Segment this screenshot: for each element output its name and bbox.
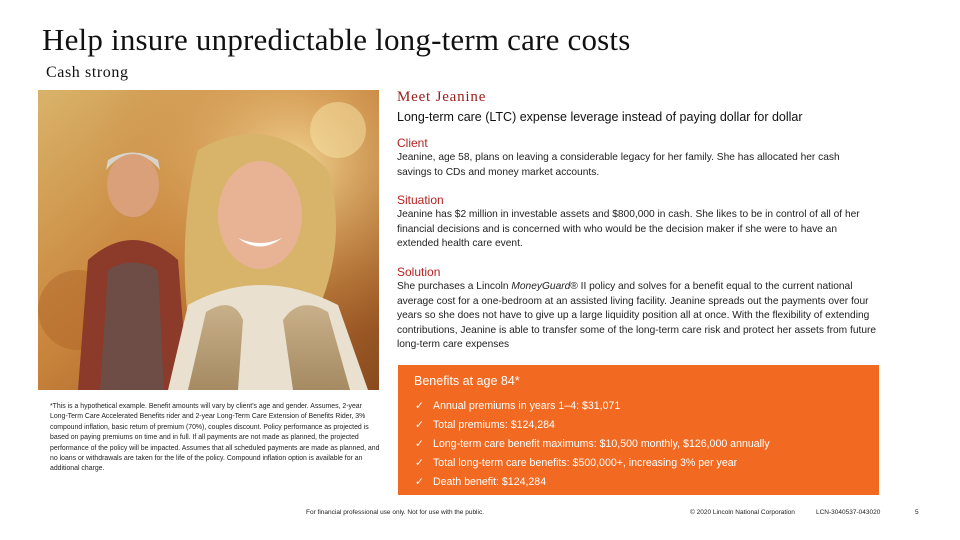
check-icon: ✓: [415, 476, 424, 488]
solution-body: [397, 280, 877, 353]
check-icon: ✓: [415, 419, 424, 431]
situation-body: Jeanine has $2 million in investable assets and $800,000 in cash. She likes to be in control of all of her financial decisions and is concerned with who would be the decision maker if she were to have an extended health care event.: [397, 209, 860, 250]
benefit-item: [415, 416, 770, 435]
product-name: MoneyGuard: [511, 281, 571, 292]
benefits-title: Benefits at age 84*: [414, 374, 520, 388]
benefit-text: Death benefit: $124,284: [433, 476, 547, 488]
check-icon: ✓: [415, 457, 424, 469]
page-subtitle: Cash strong: [46, 64, 129, 81]
benefits-list: [415, 397, 770, 492]
benefit-item: [415, 435, 770, 454]
benefits-panel: [398, 365, 879, 495]
check-icon: ✓: [415, 400, 424, 412]
profile-heading: Meet Jeanine: [397, 89, 487, 105]
footer-disclaimer: For financial professional use only. Not for use with the public.: [306, 509, 484, 516]
page-title: Help insure unpredictable long-term care costs: [42, 22, 631, 57]
check-icon: ✓: [415, 438, 424, 450]
solution-text-end: ® II policy and solves for a benefit equal to the current national average cost for a one-bedroom at an assisted living facility. Jeanine spreads out the payments over four years so she does not have to give up a large liquidity position all at once. With the flexibility of extending contributions, Jeanine is able to transfer some of the long-term care risk and protect her assets from future long-term care expenses: [397, 281, 877, 351]
solution-text-start: She purchases a Lincoln: [397, 281, 512, 292]
page-number: 5: [915, 509, 919, 516]
footnote: *This is a hypothetical example. Benefit amounts will vary by client's age and gender. Assumes, 2-year Long-Term Care Accelerated Benefits rider and 2-year Long-Term Care Extension of Benefits Rider, 3% compound inflation, basic return of premium (70%), couples discount. Policy performance as projected is based on paying premiums on time and in full. If all payments are not made as planned, the projected performance of the policy will be impacted. Assumes that all scheduled payments are made as planned, and no loans or withdrawals are taken for the life of the policy. Compound inflation option is available for an additional charge.: [50, 403, 380, 473]
situation-heading: Situation: [397, 193, 444, 207]
profile-tagline: Long-term care (LTC) expense leverage instead of paying dollar for dollar: [397, 110, 803, 124]
client-body: Jeanine, age 58, plans on leaving a considerable legacy for her family. She has allocated her cash savings to CDs and money market accounts.: [397, 152, 840, 178]
benefit-text: Total long-term care benefits: $500,000+, increasing 3% per year: [433, 457, 738, 469]
footer-copyright: © 2020 Lincoln National Corporation: [690, 509, 795, 516]
benefit-text: Annual premiums in years 1–4: $31,071: [433, 400, 621, 412]
benefit-text: Long-term care benefit maximums: $10,500 monthly, $126,000 annually: [433, 438, 770, 450]
solution-heading: Solution: [397, 265, 441, 279]
benefit-item: [415, 473, 770, 492]
benefit-item: [415, 397, 770, 416]
benefit-text: Total premiums: $124,284: [433, 419, 555, 431]
photo-couple-image: [38, 90, 379, 390]
client-heading: Client: [397, 136, 428, 150]
benefit-item: [415, 454, 770, 473]
footer-document-id: LCN-3040537-043020: [816, 509, 881, 516]
